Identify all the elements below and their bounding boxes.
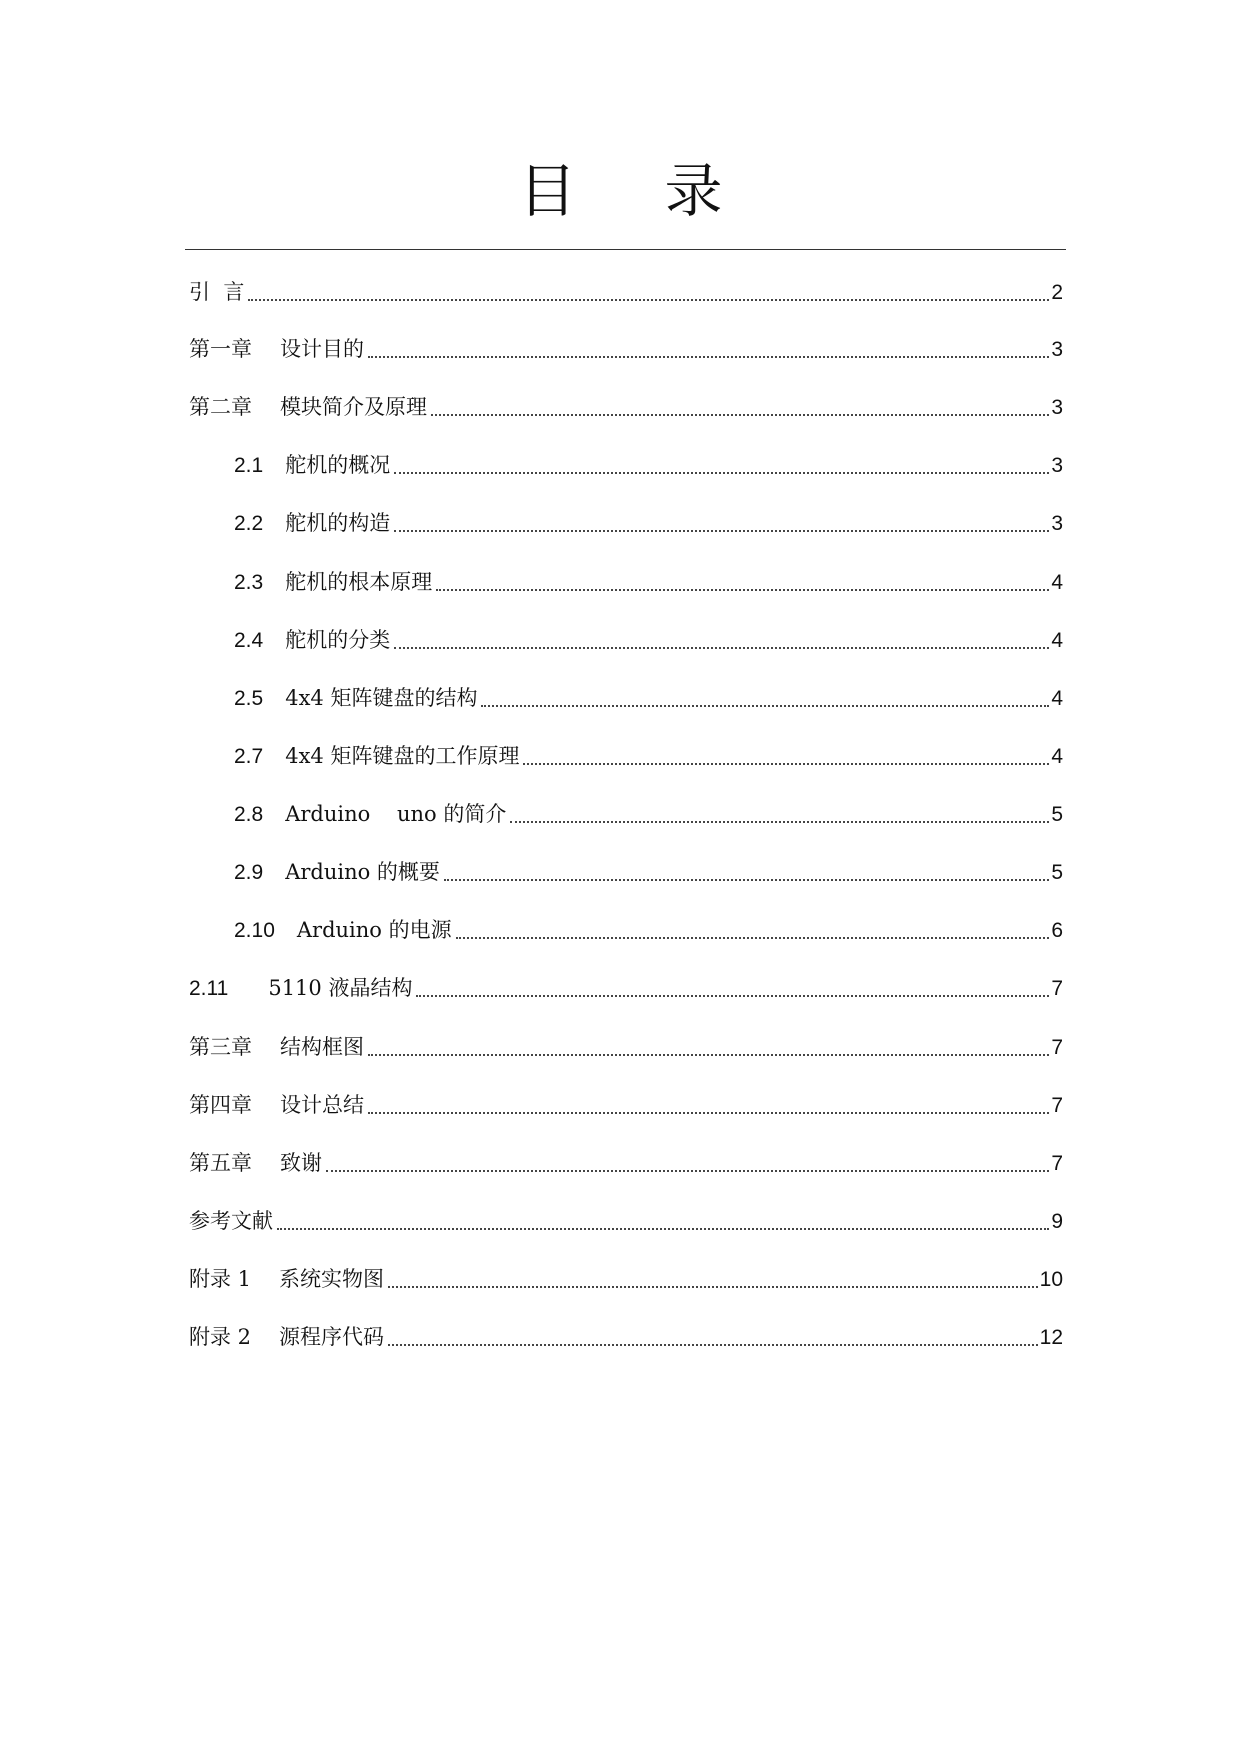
toc-leader	[456, 937, 1050, 939]
toc-page: 4	[1051, 629, 1063, 652]
toc-page: 6	[1051, 919, 1063, 942]
toc-number: 2.9	[234, 861, 264, 884]
toc-leader	[394, 530, 1049, 532]
toc-page: 12	[1039, 1326, 1063, 1349]
toc-label: Arduino 的概要	[285, 860, 440, 884]
toc-leader	[368, 1054, 1049, 1056]
toc-entry[interactable]	[189, 1148, 1063, 1179]
toc-leader	[388, 1286, 1038, 1288]
toc-leader	[436, 589, 1049, 591]
toc-number: 2.8	[234, 803, 264, 826]
toc-label: 4x4 矩阵键盘的结构	[285, 686, 478, 710]
toc-page: 3	[1051, 396, 1063, 419]
toc-page: 3	[1051, 338, 1063, 361]
toc-page: 5	[1051, 803, 1063, 826]
toc-page: 7	[1051, 1036, 1063, 1059]
toc-number: 2.3	[234, 571, 264, 594]
toc-number: 2.1	[234, 454, 264, 477]
toc-entry[interactable]	[234, 683, 1063, 714]
toc-leader	[248, 299, 1049, 301]
toc-number: 2.11	[189, 977, 229, 1000]
toc-page: 7	[1051, 977, 1063, 1000]
toc-number: 2.10	[234, 919, 275, 942]
toc-entry[interactable]	[189, 1090, 1063, 1121]
toc-label: 结构框图	[280, 1035, 364, 1059]
toc-leader	[277, 1228, 1049, 1230]
toc-page: 4	[1051, 687, 1063, 710]
toc-page: 3	[1051, 512, 1063, 535]
toc-entry[interactable]	[234, 450, 1063, 481]
toc-label: 引 言	[189, 280, 245, 304]
toc-entry[interactable]	[189, 1322, 1063, 1353]
toc-number: 2.4	[234, 629, 264, 652]
toc-label: 参考文献	[189, 1209, 273, 1233]
toc-label: 源程序代码	[279, 1325, 385, 1349]
toc-number: 第一章	[189, 337, 252, 361]
toc-entry[interactable]	[234, 915, 1063, 946]
toc-entry[interactable]	[189, 277, 1063, 308]
toc-leader	[510, 821, 1049, 823]
toc-number: 附录 2	[189, 1325, 252, 1349]
toc-leader	[394, 647, 1049, 649]
toc-leader	[368, 356, 1049, 358]
toc-number: 第三章	[189, 1035, 252, 1059]
toc-label: 致谢	[280, 1151, 322, 1175]
toc-number: 第二章	[189, 395, 252, 419]
toc-entry[interactable]	[189, 334, 1063, 365]
toc-leader	[431, 414, 1049, 416]
toc-entry[interactable]	[189, 1264, 1063, 1295]
toc-leader	[388, 1344, 1038, 1346]
toc-page: 7	[1051, 1094, 1063, 1117]
toc-leader	[444, 879, 1049, 881]
toc-page: 10	[1039, 1268, 1063, 1291]
toc-label: Arduino uno 的简介	[285, 802, 507, 826]
toc-label: 4x4 矩阵键盘的工作原理	[285, 744, 520, 768]
toc-entry[interactable]	[234, 625, 1063, 656]
toc-label: 5110 液晶结构	[268, 976, 413, 1000]
toc-entry[interactable]	[234, 567, 1063, 598]
toc-number: 2.7	[234, 745, 264, 768]
toc-page: 9	[1051, 1210, 1063, 1233]
toc-leader	[394, 472, 1049, 474]
toc-leader	[326, 1170, 1049, 1172]
toc-number: 第四章	[189, 1093, 252, 1117]
toc-page: 4	[1051, 745, 1063, 768]
toc-label: 舵机的分类	[285, 628, 391, 652]
toc-label: 舵机的概况	[285, 453, 391, 477]
toc-entry[interactable]	[189, 1206, 1063, 1237]
toc-label: 设计目的	[280, 337, 364, 361]
toc-label: 设计总结	[280, 1093, 364, 1117]
toc-label: 系统实物图	[279, 1267, 385, 1291]
toc-number: 附录 1	[189, 1267, 252, 1291]
toc-leader	[523, 763, 1049, 765]
toc-entry[interactable]	[234, 741, 1063, 772]
toc-number: 2.2	[234, 512, 264, 535]
title-char-2: 录	[664, 157, 723, 225]
toc-label: Arduino 的电源	[296, 918, 452, 942]
toc-label: 舵机的构造	[285, 511, 391, 535]
toc-leader	[481, 705, 1049, 707]
toc-page: 3	[1051, 454, 1063, 477]
toc-number: 第五章	[189, 1151, 252, 1175]
toc-entry[interactable]	[189, 1032, 1063, 1063]
toc-entry[interactable]	[234, 508, 1063, 539]
toc-page: 5	[1051, 861, 1063, 884]
toc-page: 4	[1051, 571, 1063, 594]
toc-label: 模块简介及原理	[280, 395, 427, 419]
toc-page: 7	[1051, 1152, 1063, 1175]
toc-number: 2.5	[234, 687, 264, 710]
toc-entry[interactable]	[189, 392, 1063, 423]
toc-leader	[368, 1112, 1049, 1114]
toc-entry[interactable]	[189, 973, 1063, 1004]
toc-page: 2	[1051, 281, 1063, 304]
toc-leader	[416, 995, 1049, 997]
toc-entry[interactable]	[234, 799, 1063, 830]
toc-entry[interactable]	[234, 857, 1063, 888]
toc-label: 舵机的根本原理	[285, 570, 433, 594]
title-char-1: 目	[518, 157, 577, 225]
